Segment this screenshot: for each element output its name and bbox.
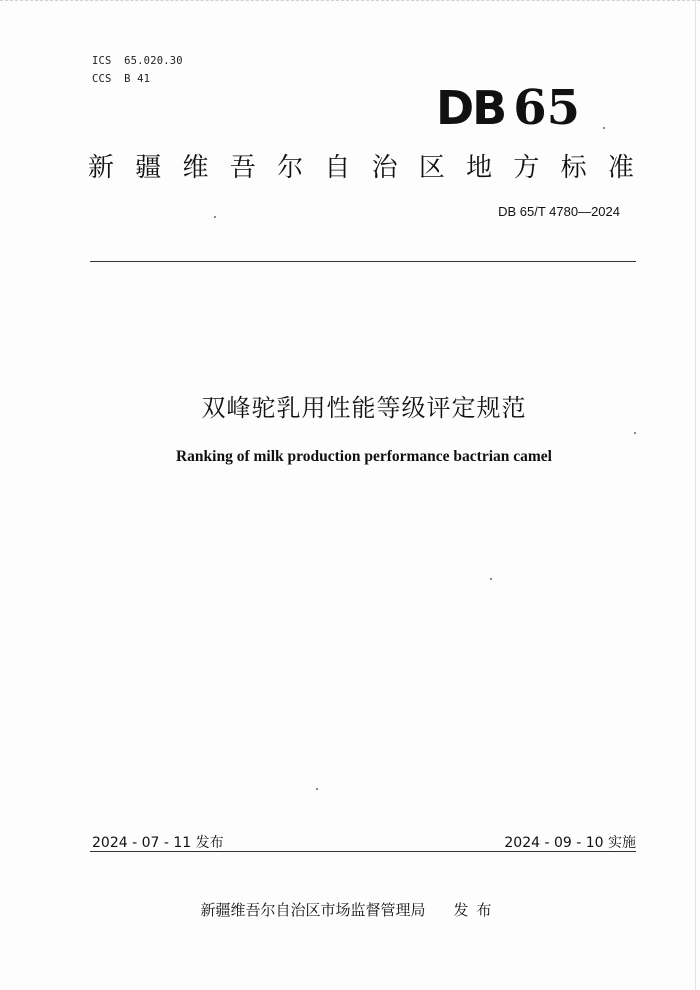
standard-type-char: 自 — [324, 153, 351, 183]
standard-type-heading — [88, 148, 634, 188]
scan-speck — [634, 432, 636, 434]
issuer-name: 新疆维吾尔自治区市场监督管理局 — [200, 901, 426, 919]
scan-speck — [316, 788, 318, 790]
publish-date: 2024 - 07 - 11 发布 — [92, 835, 224, 851]
title-chinese: 双峰驼乳用性能等级评定规范 — [201, 394, 527, 422]
standard-type-char: 吾 — [229, 153, 256, 183]
standard-type-char: 治 — [371, 153, 398, 183]
title-english: Ranking of milk production performance bactrian camel — [175, 448, 552, 465]
implementation-date: 2024 - 09 - 10 实施 — [504, 835, 636, 851]
standard-type-char: 尔 — [277, 153, 304, 183]
scan-speck — [214, 216, 216, 218]
ics-row — [92, 52, 183, 70]
logo-prefix: DB — [436, 81, 506, 135]
standard-type-char: 准 — [607, 153, 634, 183]
ics-code: 65.020.30 — [124, 55, 183, 67]
issuer-suffix: 发布 — [453, 901, 500, 919]
standard-type-char: 新 — [88, 153, 115, 183]
standard-type-char: 维 — [182, 153, 209, 183]
ics-label: ICS — [92, 55, 112, 67]
scan-edge-top — [0, 0, 700, 5]
issuer-line — [0, 899, 700, 920]
scan-speck — [490, 578, 492, 580]
logo-number: 65 — [513, 80, 581, 136]
top-divider — [90, 261, 636, 262]
scan-edge-right — [695, 0, 696, 990]
bottom-divider — [90, 851, 636, 852]
standard-number: DB 65/T 4780—2024 — [498, 204, 620, 219]
standard-type-char: 区 — [418, 153, 445, 183]
ccs-row — [92, 70, 183, 88]
standard-type-char: 方 — [513, 153, 540, 183]
ccs-code: B 41 — [124, 73, 151, 85]
standard-type-char: 标 — [560, 153, 587, 183]
db65-logo — [436, 78, 580, 138]
scan-speck — [603, 127, 605, 129]
standard-type-char: 地 — [466, 153, 493, 183]
ccs-label: CCS — [92, 73, 112, 85]
classification-codes — [92, 52, 183, 88]
standard-type-char: 疆 — [135, 153, 162, 183]
